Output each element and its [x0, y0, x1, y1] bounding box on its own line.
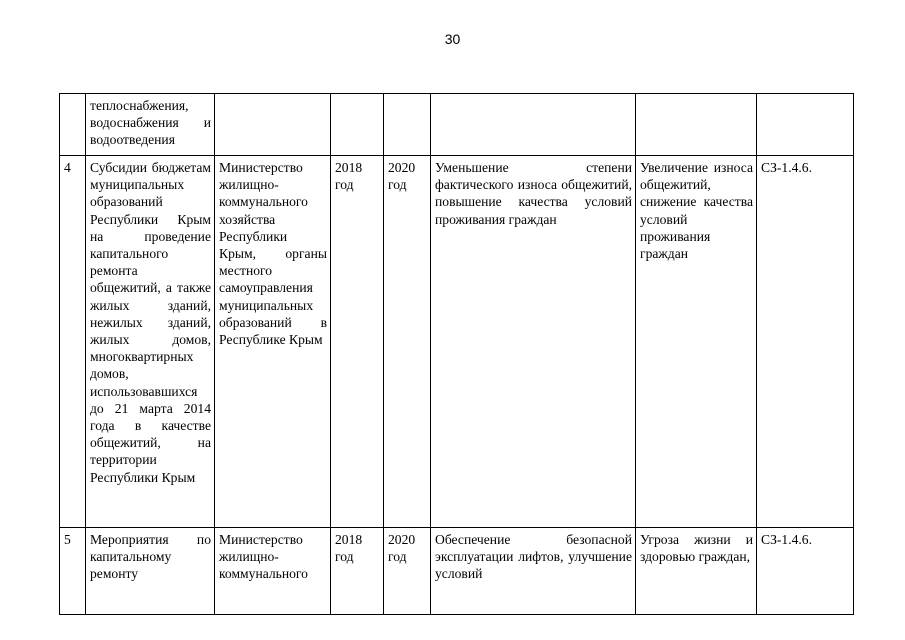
table-row	[60, 528, 854, 615]
end-year: 2020 год	[384, 156, 431, 528]
row-number: 5	[60, 528, 86, 615]
program-table	[59, 93, 854, 615]
row-number	[60, 94, 86, 156]
expected-result: Обеспечение безопасной эксплуатации лифтов, улучшение условий	[431, 528, 636, 615]
indicator-link: СЗ-1.4.6.	[757, 528, 854, 615]
end-year: 2020 год	[384, 528, 431, 615]
indicator-link	[757, 94, 854, 156]
indicator-link: СЗ-1.4.6.	[757, 156, 854, 528]
executor: Министерство жилищно-коммунального хозяйства Республики Крым, органы местного самоуправления муниципальных образований в Республике Крым	[215, 156, 331, 528]
measure-name: теплоснабжения, водоснабжения и водоотведения	[86, 94, 215, 156]
executor: Министерство жилищно-коммунального	[215, 528, 331, 615]
consequence: Увеличение износа общежитий, снижение качества условий проживания граждан	[636, 156, 757, 528]
consequence: Угроза жизни и здоровью граждан,	[636, 528, 757, 615]
consequence	[636, 94, 757, 156]
table-row	[60, 156, 854, 528]
page-number: 30	[444, 31, 461, 47]
start-year: 2018 год	[331, 528, 384, 615]
measure-name: Мероприятия по капитальному ремонту	[86, 528, 215, 615]
end-year	[384, 94, 431, 156]
row-number: 4	[60, 156, 86, 528]
measure-name: Субсидии бюджетам муниципальных образований Республики Крым на проведение капитального ремонта общежитий, а также жилых зданий, нежилых зданий, жилых домов, многоквартирных домов, использовавшихся до 21 марта 2014 года в качестве общежитий, на территории Республики Крым	[86, 156, 215, 528]
start-year	[331, 94, 384, 156]
table-row	[60, 94, 854, 156]
executor	[215, 94, 331, 156]
expected-result	[431, 94, 636, 156]
start-year: 2018 год	[331, 156, 384, 528]
expected-result: Уменьшение степени фактического износа общежитий, повышение качества условий проживания граждан	[431, 156, 636, 528]
